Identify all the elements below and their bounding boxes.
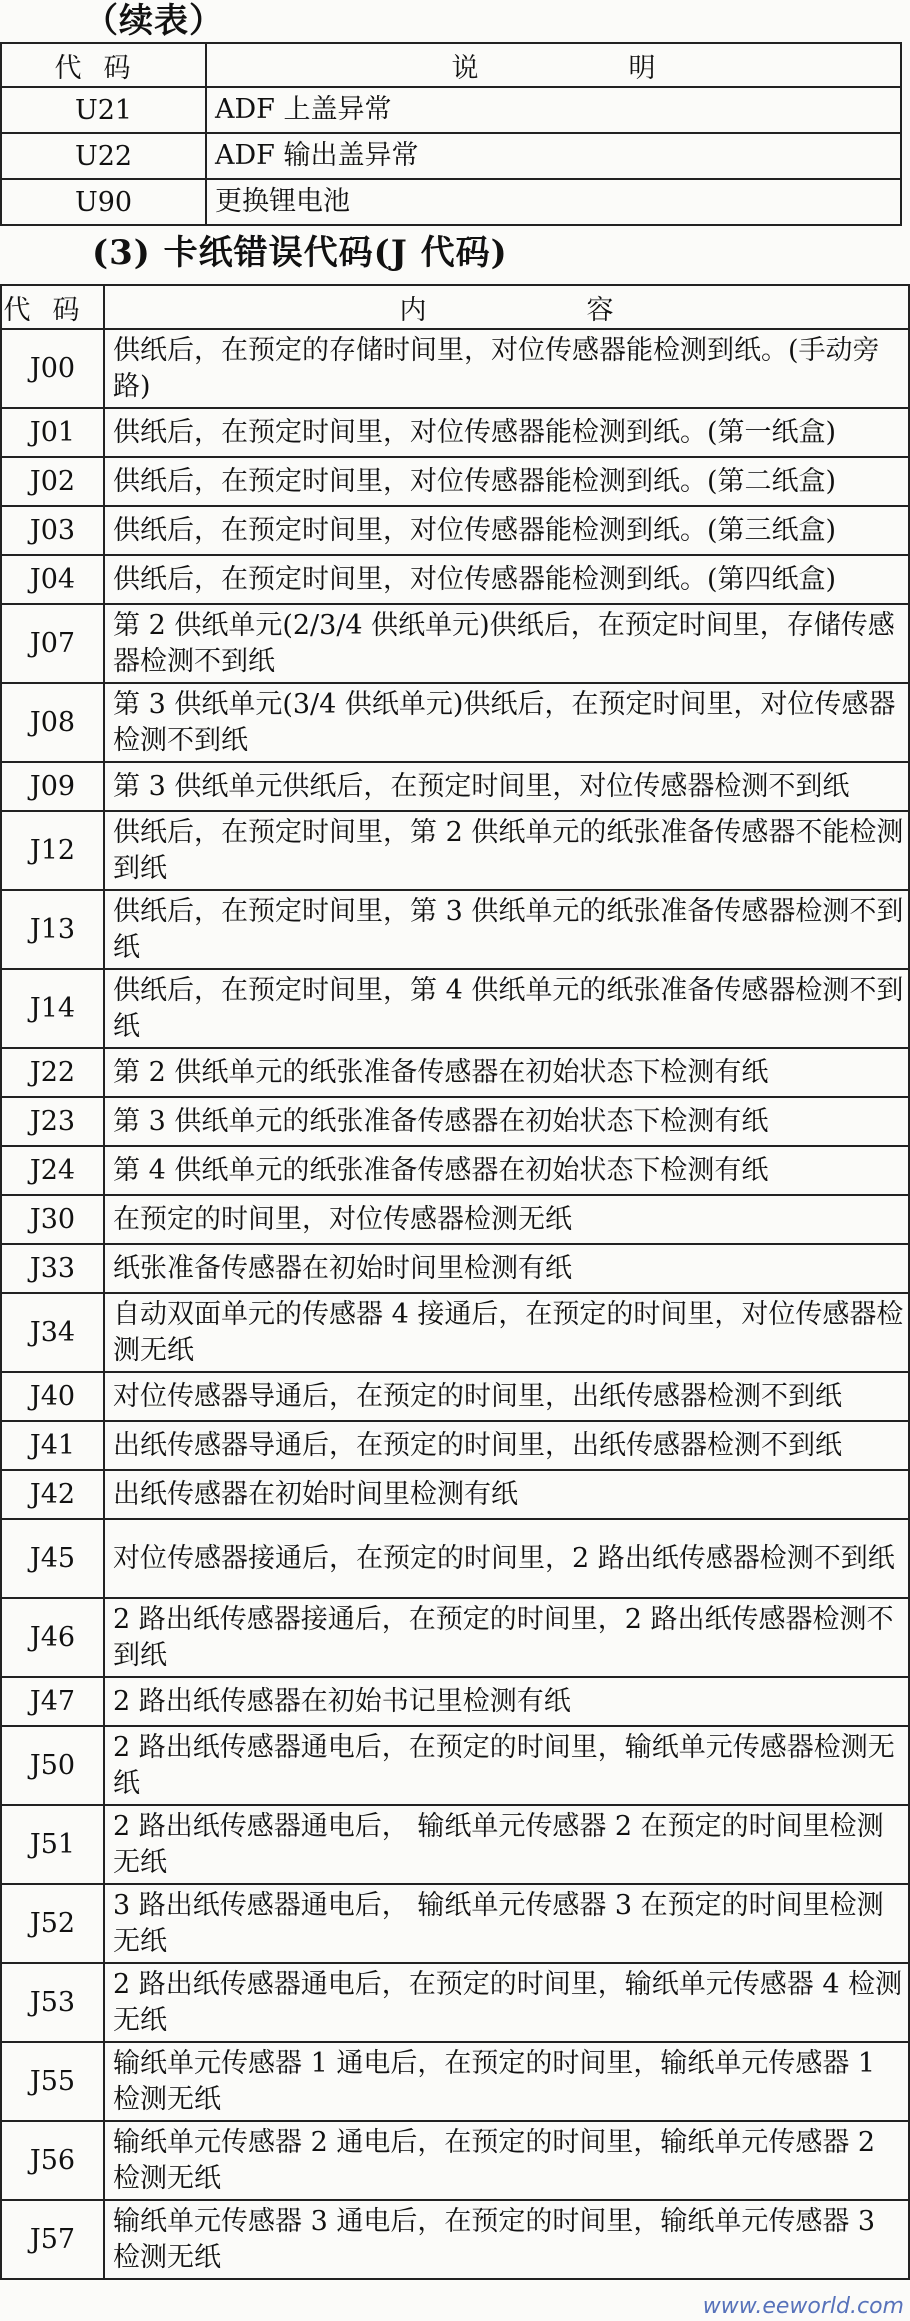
table-row: [1, 506, 909, 555]
description-cell: 2 路出纸传感器通电后， 输纸单元传感器 2 在预定的时间里检测无纸: [104, 1805, 909, 1884]
table-row: [1, 604, 909, 683]
description-cell: 更换锂电池: [206, 179, 901, 225]
continued-table-header: [1, 43, 901, 87]
error-code-cell: J51: [1, 1805, 104, 1884]
code-column-header: 代码: [1, 43, 206, 87]
description-cell: 供纸后，在预定时间里，对位传感器能检测到纸。(第三纸盒): [104, 506, 909, 555]
table-row: [1, 457, 909, 506]
error-code-cell: J53: [1, 1963, 104, 2042]
code-column-header: 代码: [1, 285, 104, 329]
description-cell: 对位传感器接通后，在预定的时间里，2 路出纸传感器检测不到纸: [104, 1519, 909, 1598]
description-cell: 供纸后，在预定时间里，第 4 供纸单元的纸张准备传感器检测不到纸: [104, 969, 909, 1048]
continued-heading: （续表）: [84, 1, 224, 41]
table-row: [1, 1677, 909, 1726]
description-cell: 输纸单元传感器 3 通电后，在预定的时间里，输纸单元传感器 3 检测无纸: [104, 2200, 909, 2279]
description-cell: 供纸后，在预定的存储时间里，对位传感器能检测到纸。(手动旁路): [104, 329, 909, 408]
table-row: [1, 1048, 909, 1097]
error-code-cell: J30: [1, 1195, 104, 1244]
table-row: [1, 1421, 909, 1470]
table-row: [1, 1146, 909, 1195]
error-code-cell: U22: [1, 133, 206, 179]
description-cell: 自动双面单元的传感器 4 接通后，在预定的时间里，对位传感器检测无纸: [104, 1293, 909, 1372]
error-code-cell: U90: [1, 179, 206, 225]
table-row: [1, 133, 901, 179]
table-row: [1, 1097, 909, 1146]
table-row: [1, 1963, 909, 2042]
section-heading: (3) 卡纸错误代码(J 代码): [92, 233, 508, 273]
content-column-header: 内容: [104, 285, 909, 329]
table-row: [1, 179, 901, 225]
continued-table: [0, 42, 902, 226]
table-row: [1, 408, 909, 457]
description-cell: 对位传感器导通后，在预定的时间里，出纸传感器检测不到纸: [104, 1372, 909, 1421]
table-row: [1, 1195, 909, 1244]
description-cell: 供纸后，在预定时间里，对位传感器能检测到纸。(第四纸盒): [104, 555, 909, 604]
error-code-cell: J55: [1, 2042, 104, 2121]
j-table-header: [1, 285, 909, 329]
table-row: [1, 1598, 909, 1677]
error-code-cell: J41: [1, 1421, 104, 1470]
table-row: [1, 1244, 909, 1293]
table-row: [1, 2121, 909, 2200]
table-row: [1, 1805, 909, 1884]
table-row: [1, 683, 909, 762]
description-cell: 第 2 供纸单元(2/3/4 供纸单元)供纸后，在预定时间里，存储传感器检测不到纸: [104, 604, 909, 683]
description-cell: 第 3 供纸单元的纸张准备传感器在初始状态下检测有纸: [104, 1097, 909, 1146]
error-code-cell: J02: [1, 457, 104, 506]
error-code-cell: J04: [1, 555, 104, 604]
table-row: [1, 1470, 909, 1519]
description-cell: 第 3 供纸单元供纸后，在预定时间里，对位传感器检测不到纸: [104, 762, 909, 811]
error-code-cell: J45: [1, 1519, 104, 1598]
description-cell: ADF 上盖异常: [206, 87, 901, 133]
table-row: [1, 2042, 909, 2121]
desc-column-header: 说明: [206, 43, 901, 87]
table-row: [1, 1884, 909, 1963]
error-code-cell: J34: [1, 1293, 104, 1372]
error-code-cell: J42: [1, 1470, 104, 1519]
description-cell: ADF 输出盖异常: [206, 133, 901, 179]
description-cell: 输纸单元传感器 1 通电后，在预定的时间里，输纸单元传感器 1 检测无纸: [104, 2042, 909, 2121]
error-code-cell: J01: [1, 408, 104, 457]
error-code-cell: U21: [1, 87, 206, 133]
error-code-cell: J23: [1, 1097, 104, 1146]
table-row: [1, 890, 909, 969]
description-cell: 输纸单元传感器 2 通电后，在预定的时间里，输纸单元传感器 2 检测无纸: [104, 2121, 909, 2200]
error-code-cell: J12: [1, 811, 104, 890]
description-cell: 3 路出纸传感器通电后， 输纸单元传感器 3 在预定的时间里检测无纸: [104, 1884, 909, 1963]
description-cell: 2 路出纸传感器接通后，在预定的时间里，2 路出纸传感器检测不到纸: [104, 1598, 909, 1677]
error-code-cell: J22: [1, 1048, 104, 1097]
error-code-cell: J40: [1, 1372, 104, 1421]
error-code-cell: J57: [1, 2200, 104, 2279]
table-row: [1, 1726, 909, 1805]
error-code-cell: J08: [1, 683, 104, 762]
watermark: www.eeworld.com: [702, 2294, 904, 2319]
error-code-cell: J24: [1, 1146, 104, 1195]
description-cell: 出纸传感器在初始时间里检测有纸: [104, 1470, 909, 1519]
error-code-cell: J03: [1, 506, 104, 555]
table-row: [1, 1372, 909, 1421]
error-code-cell: J00: [1, 329, 104, 408]
table-row: [1, 811, 909, 890]
description-cell: 出纸传感器导通后，在预定的时间里，出纸传感器检测不到纸: [104, 1421, 909, 1470]
table-row: [1, 2200, 909, 2279]
table-row: [1, 1293, 909, 1372]
error-code-cell: J09: [1, 762, 104, 811]
description-cell: 第 3 供纸单元(3/4 供纸单元)供纸后，在预定时间里，对位传感器检测不到纸: [104, 683, 909, 762]
table-row: [1, 329, 909, 408]
table-row: [1, 87, 901, 133]
description-cell: 2 路出纸传感器通电后，在预定的时间里，输纸单元传感器 4 检测无纸: [104, 1963, 909, 2042]
description-cell: 第 2 供纸单元的纸张准备传感器在初始状态下检测有纸: [104, 1048, 909, 1097]
error-code-cell: J46: [1, 1598, 104, 1677]
error-code-cell: J13: [1, 890, 104, 969]
description-cell: 供纸后，在预定时间里，对位传感器能检测到纸。(第一纸盒): [104, 408, 909, 457]
description-cell: 纸张准备传感器在初始时间里检测有纸: [104, 1244, 909, 1293]
table-row: [1, 969, 909, 1048]
description-cell: 2 路出纸传感器在初始书记里检测有纸: [104, 1677, 909, 1726]
j-code-table: [0, 284, 910, 2280]
error-code-cell: J47: [1, 1677, 104, 1726]
description-cell: 供纸后，在预定时间里，第 2 供纸单元的纸张准备传感器不能检测到纸: [104, 811, 909, 890]
description-cell: 在预定的时间里，对位传感器检测无纸: [104, 1195, 909, 1244]
error-code-cell: J50: [1, 1726, 104, 1805]
error-code-cell: J07: [1, 604, 104, 683]
error-code-cell: J56: [1, 2121, 104, 2200]
table-row: [1, 1519, 909, 1598]
error-code-cell: J33: [1, 1244, 104, 1293]
description-cell: 供纸后，在预定时间里，第 3 供纸单元的纸张准备传感器检测不到纸: [104, 890, 909, 969]
error-code-cell: J52: [1, 1884, 104, 1963]
description-cell: 2 路出纸传感器通电后，在预定的时间里，输纸单元传感器检测无纸: [104, 1726, 909, 1805]
error-code-cell: J14: [1, 969, 104, 1048]
description-cell: 第 4 供纸单元的纸张准备传感器在初始状态下检测有纸: [104, 1146, 909, 1195]
description-cell: 供纸后，在预定时间里，对位传感器能检测到纸。(第二纸盒): [104, 457, 909, 506]
table-row: [1, 762, 909, 811]
table-row: [1, 555, 909, 604]
